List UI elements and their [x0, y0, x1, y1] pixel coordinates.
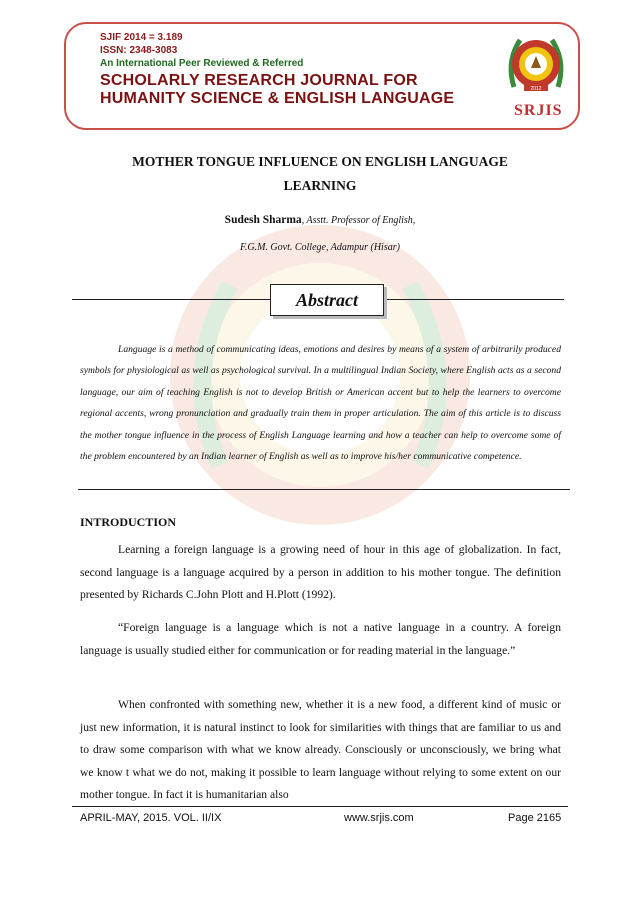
body-paragraph-3: When confronted with something new, whether it is a new food, a different kind of music or just new information, it is natural instinct to look for similarities with things that are familiar to us and to draw some comparison with what we know already. Consciously or unconsciously, we bring what we know t what we do not, making it possible to learn language without relying to some extent on our mother tongue. In fact it is humanitarian also	[80, 698, 561, 802]
author-affiliation: F.G.M. Govt. College, Adampur (Hisar)	[240, 242, 400, 253]
journal-title-line2: HUMANITY SCIENCE & ENGLISH LANGUAGE	[100, 90, 455, 107]
section-heading-introduction: INTRODUCTION	[80, 515, 177, 529]
abstract-end-divider	[78, 489, 570, 490]
srjis-logo-icon	[506, 32, 566, 102]
impact-factor: SJIF 2014 = 3.189	[100, 32, 183, 43]
body-paragraph-1: Learning a foreign language is a growing need of hour in this age of globalization. In fact, second language is a language acquired by a person in addition to his mother tongue. The definition presented by Richards C.John Plott and H.Plott (1992).	[80, 543, 561, 602]
article-title-line1: MOTHER TONGUE INFLUENCE ON ENGLISH LANGUAGE	[132, 154, 508, 169]
footer-page-number: Page 2165	[508, 812, 562, 824]
issn: ISSN: 2348-3083	[100, 45, 178, 56]
author-line	[60, 214, 580, 226]
journal-header-banner	[64, 22, 580, 130]
author-role: , Asstt. Professor of English,	[301, 215, 416, 226]
journal-title-line1: SCHOLARLY RESEARCH JOURNAL FOR	[100, 72, 418, 89]
footer-divider	[72, 806, 568, 807]
author-name: Sudesh Sharma	[224, 214, 302, 226]
footer-website: www.srjis.com	[344, 812, 414, 824]
body-paragraph-2: “Foreign language is a language which is not a native language in a country. A foreign language is usually studied either for communication or for reading material in the language.”	[80, 621, 561, 657]
journal-tagline: An International Peer Reviewed & Referred	[100, 58, 304, 69]
article-title-line2: LEARNING	[283, 178, 357, 193]
abstract-label: Abstract	[270, 284, 384, 316]
abstract-text: Language is a method of communicating ideas, emotions and desires by means of a system of arbitrarily produced symbols for physiological as well as psychological survival. In a multilingual Indian Society, where English acts as a second language, our aim of teaching English is not to develop British or American accent but to help the learners to overcome regional accents, wrong pronunciation and gradually train them in proper articulation. The aim of this article is to discuss the mother tongue influence in the process of English Language learning and how a teacher can help to overcome some of the problem encountered by an Indian learner of English as well as to improve his/her communicative competence.	[80, 344, 561, 463]
svg-text:2012: 2012	[530, 86, 542, 92]
footer-issue: APRIL-MAY, 2015. VOL. II/IX	[80, 812, 222, 824]
logo-text: SRJIS	[514, 102, 563, 119]
